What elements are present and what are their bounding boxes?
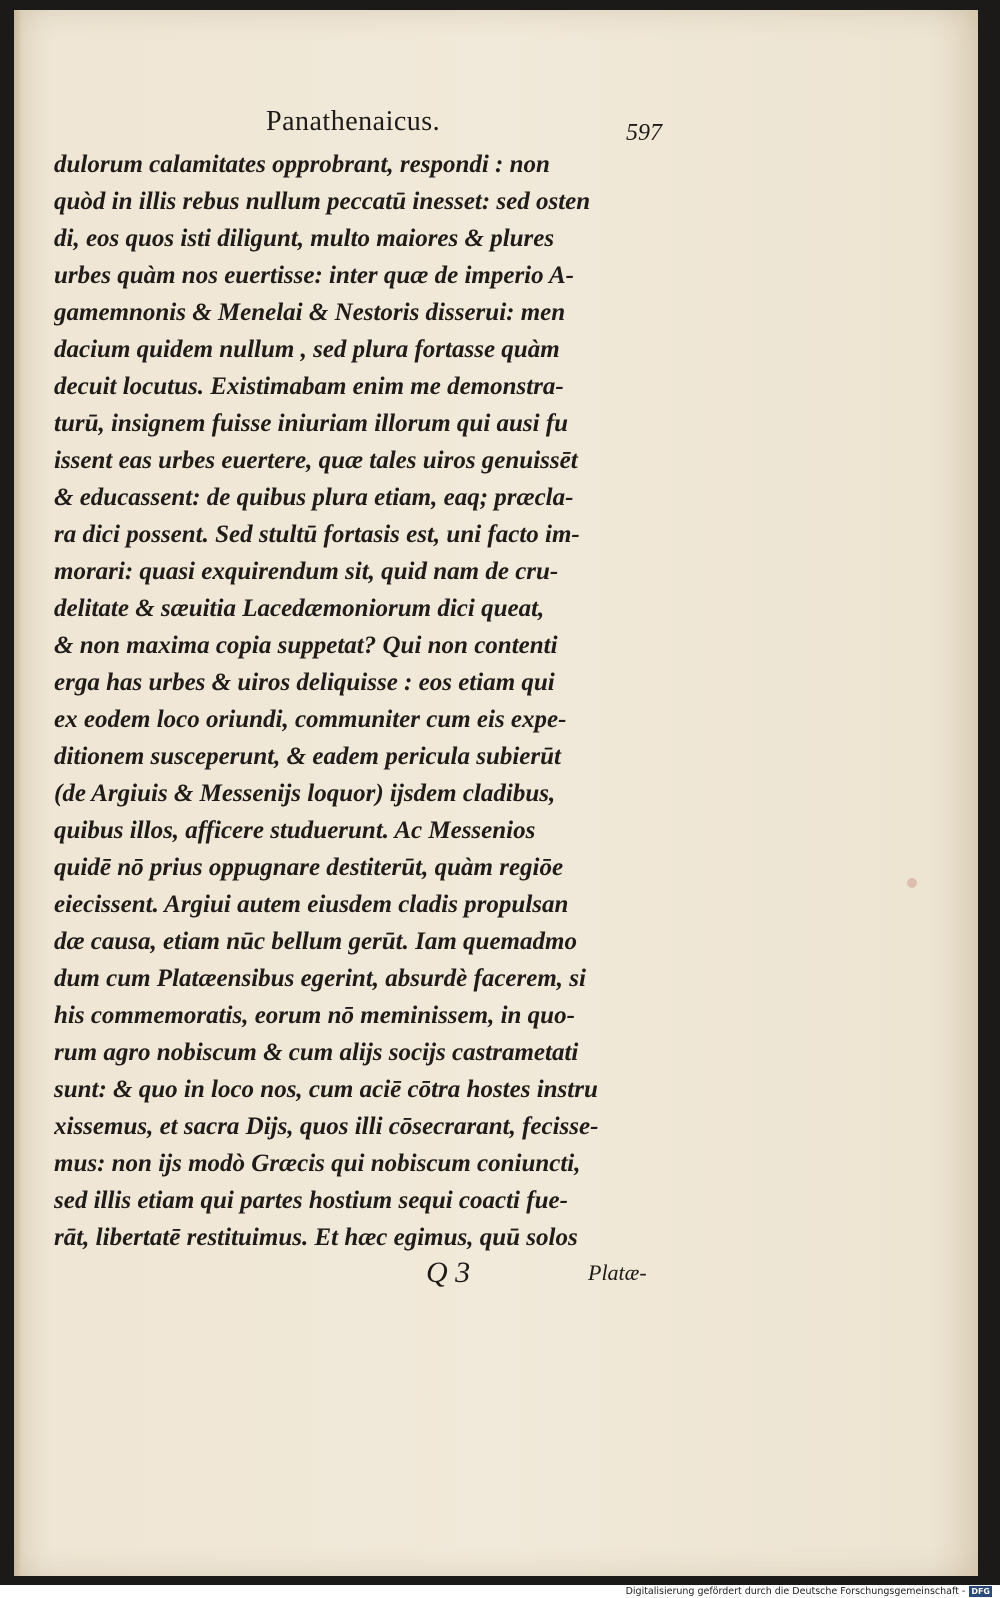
text-line: his commemoratis, eorum nō meminissem, in quo- <box>54 1002 575 1029</box>
text-line: quibus illos, afficere studuerunt. Ac Messenios <box>54 817 536 844</box>
text-line: ex eodem loco oriundi, communiter cum eis expe- <box>54 706 567 733</box>
signature-mark: Q 3 <box>426 1256 471 1289</box>
catchword: Platæ- <box>588 1260 647 1285</box>
text-line: urbes quàm nos euertisse: inter quæ de imperio A- <box>54 262 574 289</box>
text-line: delitate & sæuitia Lacedæmoniorum dici queat, <box>54 595 545 622</box>
text-line: rum agro nobiscum & cum alijs socijs castrametati <box>54 1039 579 1066</box>
text-line: gamemnonis & Menelai & Nestoris disserui: men <box>54 299 566 326</box>
digitization-footer <box>626 1585 992 1598</box>
text-line: morari: quasi exquirendum sit, quid nam de cru- <box>54 558 559 585</box>
text-line: dacium quidem nullum , sed plura fortasse quàm <box>54 336 560 363</box>
text-line: (de Argiuis & Messenijs loquor) ijsdem cladibus, <box>54 780 556 807</box>
running-title: Panathenaicus. <box>266 106 441 137</box>
book-page <box>14 10 978 1576</box>
text-line: & educassent: de quibus plura etiam, eaq; præcla- <box>54 484 574 511</box>
text-line: eiecissent. Argiui autem eiusdem cladis propulsan <box>54 891 569 918</box>
text-line: di, eos quos isti diligunt, multo maiores & plures <box>54 225 555 252</box>
text-line: quòd in illis rebus nullum peccatū inesset: sed osten <box>54 188 591 215</box>
text-line: dum cum Platæensibus egerint, absurdè facerem, si <box>54 965 586 992</box>
paper-stain <box>907 878 917 888</box>
page-number: 597 <box>626 120 662 146</box>
text-line: ditionem susceperunt, & eadem pericula subierūt <box>54 743 561 770</box>
text-line: rāt, libertatē restituimus. Et hæc egimus, quū solos <box>54 1224 578 1251</box>
text-line: decuit locutus. Existimabam enim me demonstra- <box>54 373 564 400</box>
text-line: turū, insignem fuisse iniuriam illorum qui ausi fu <box>54 410 569 437</box>
page-edge <box>14 10 22 1576</box>
text-line: sed illis etiam qui partes hostium sequi coacti fue- <box>54 1187 568 1214</box>
text-line: issent eas urbes euertere, quæ tales uiros genuissēt <box>54 447 578 474</box>
text-line: quidē nō prius oppugnare destiterūt, quàm regiōe <box>54 854 564 881</box>
dfg-logo-icon: DFG <box>971 1587 990 1596</box>
text-line: sunt: & quo in loco nos, cum aciē cōtra hostes instru <box>54 1076 598 1103</box>
text-line: xissemus, et sacra Dijs, quos illi cōsecrarant, fecisse- <box>54 1113 599 1140</box>
footer-credit: Digitalisierung gefördert durch die Deutsche Forschungsgemeinschaft - <box>625 1586 966 1597</box>
text-line: erga has urbes & uiros deliquisse : eos etiam qui <box>54 669 555 696</box>
body-text <box>54 146 714 1256</box>
text-line: mus: non ijs modò Græcis qui nobiscum coniuncti, <box>54 1150 581 1177</box>
text-line: dulorum calamitates opprobrant, respondi : non <box>54 151 550 178</box>
text-line: dæ causa, etiam nūc bellum gerūt. Iam quemadmo <box>54 928 577 955</box>
text-line: & non maxima copia suppetat? Qui non contenti <box>54 632 558 659</box>
text-line: ra dici possent. Sed stultū fortasis est, uni facto im- <box>54 521 580 548</box>
